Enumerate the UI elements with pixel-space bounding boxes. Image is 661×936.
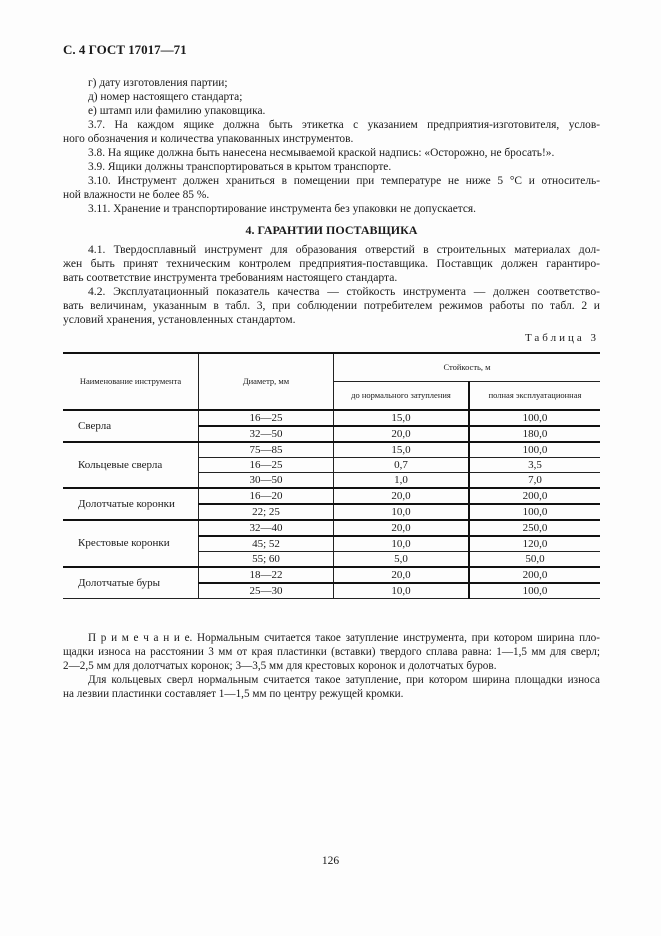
diameter-cell: 16—25	[199, 410, 334, 426]
text-line: ного обозначения и количества упакованных инструментов.	[63, 133, 354, 145]
tool-name-cell: Долотчатые буры	[63, 567, 199, 599]
full-life-cell: 250,0	[469, 520, 600, 536]
col-header-normal: до нормального затупления	[334, 382, 470, 411]
text-line: 3.8. На ящике должна быть нанесена несмываемой краской надпись: «Осторожно, не бросать!».	[88, 147, 555, 159]
text-line: вать соответствие инструмента требованиям настоящего стандарта.	[63, 271, 398, 284]
table-row	[63, 520, 600, 536]
text-line: 3.10. Инструмент должен храниться в помещении при температуре не ниже 5 °С и относитель-	[88, 175, 600, 187]
section-4-text	[63, 243, 600, 327]
table-row	[63, 567, 600, 583]
tool-name-cell: Кольцевые сверла	[63, 442, 199, 488]
full-life-cell: 120,0	[469, 536, 600, 552]
full-life-cell: 7,0	[469, 473, 600, 489]
table-note	[63, 631, 600, 701]
section-3-text	[63, 76, 600, 216]
normal-dulling-cell: 15,0	[334, 410, 470, 426]
text-line: д) номер настоящего стандарта;	[88, 91, 243, 103]
tool-name-cell: Долотчатые коронки	[63, 488, 199, 520]
text-line: 4.1. Твердосплавный инструмент для образования отверстий в строительных материалах дол-	[88, 243, 600, 256]
text-line: е) штамп или фамилию упаковщика.	[88, 105, 266, 117]
col-header-diameter: Диаметр, мм	[199, 353, 334, 410]
normal-dulling-cell: 5,0	[334, 552, 470, 568]
diameter-cell: 32—40	[199, 520, 334, 536]
text-line: П р и м е ч а н и е. Нормальным считается такое затупление инструмента, при котором ширина пло-	[88, 632, 600, 644]
durability-table	[63, 352, 600, 599]
tool-name-cell: Сверла	[63, 410, 199, 442]
page-number: 126	[321, 855, 340, 867]
table-row	[63, 442, 600, 458]
normal-dulling-cell: 20,0	[334, 488, 470, 504]
text-line: вать величинам, указанным в табл. 3, при соблюдении потребителем режимов работы по табл. 2 и	[63, 299, 600, 312]
diameter-cell: 16—25	[199, 458, 334, 473]
section-4-heading: 4. ГАРАНТИИ ПОСТАВЩИКА	[245, 223, 418, 237]
tool-name-cell: Крестовые коронки	[63, 520, 199, 567]
text-line: ной влажности не более 85 %.	[63, 189, 210, 201]
text-line: 2—2,5 мм для долотчатых коронок; 3—3,5 мм для крестовых коронок и долотчатых буров.	[63, 660, 497, 672]
page-header: С. 4 ГОСТ 17017—71	[63, 42, 187, 57]
table-caption: Таблица 3	[524, 332, 599, 344]
full-life-cell: 100,0	[469, 504, 600, 520]
text-line: 3.9. Ящики должны транспортироваться в крытом транспорте.	[88, 161, 392, 173]
diameter-cell: 22; 25	[199, 504, 334, 520]
text-line: условий хранения, установленных стандартом.	[63, 313, 296, 326]
diameter-cell: 55; 60	[199, 552, 334, 568]
text-line: 4.2. Эксплуатационный показатель качества — стойкость инструмента — должен соответство-	[88, 285, 600, 298]
diameter-cell: 18—22	[199, 567, 334, 583]
full-life-cell: 180,0	[469, 426, 600, 442]
diameter-cell: 16—20	[199, 488, 334, 504]
full-life-cell: 100,0	[469, 410, 600, 426]
text-line: Для кольцевых сверл нормальным считается такое затупление, при котором ширина площадки износа	[88, 674, 600, 686]
diameter-cell: 25—30	[199, 583, 334, 599]
diameter-cell: 45; 52	[199, 536, 334, 552]
table-row	[63, 410, 600, 426]
full-life-cell: 50,0	[469, 552, 600, 568]
normal-dulling-cell: 20,0	[334, 520, 470, 536]
full-life-cell: 200,0	[469, 488, 600, 504]
normal-dulling-cell: 10,0	[334, 583, 470, 599]
diameter-cell: 75—85	[199, 442, 334, 458]
normal-dulling-cell: 0,7	[334, 458, 470, 473]
full-life-cell: 100,0	[469, 583, 600, 599]
text-line: жен быть принят техническим контролем предприятия-поставщика. Поставщик должен гарантиро-	[63, 257, 600, 270]
table-row	[63, 488, 600, 504]
text-line: на лезвии пластинки составляет 1—1,5 мм по центру режущей кромки.	[63, 688, 404, 700]
normal-dulling-cell: 1,0	[334, 473, 470, 489]
normal-dulling-cell: 20,0	[334, 426, 470, 442]
text-line: 3.7. На каждом ящике должна быть этикетка с указанием предприятия-изготовителя, услов-	[88, 119, 600, 131]
text-line: 3.11. Хранение и транспортирование инструмента без упаковки не допускается.	[88, 203, 477, 215]
diameter-cell: 30—50	[199, 473, 334, 489]
text-line: г) дату изготовления партии;	[88, 77, 228, 89]
normal-dulling-cell: 10,0	[334, 504, 470, 520]
col-header-resistance: Стойкость, м	[334, 353, 601, 382]
normal-dulling-cell: 20,0	[334, 567, 470, 583]
text-line: щадки износа на расстоянии 3 мм от края пластинки (вставки) твердого сплава равна: 1—1,5 мм для сверл;	[63, 646, 600, 658]
normal-dulling-cell: 10,0	[334, 536, 470, 552]
col-header-full: полная эксплуатационная	[469, 382, 600, 411]
full-life-cell: 100,0	[469, 442, 600, 458]
full-life-cell: 200,0	[469, 567, 600, 583]
full-life-cell: 3,5	[469, 458, 600, 473]
col-header-name: Наименование инструмента	[63, 353, 199, 410]
normal-dulling-cell: 15,0	[334, 442, 470, 458]
diameter-cell: 32—50	[199, 426, 334, 442]
